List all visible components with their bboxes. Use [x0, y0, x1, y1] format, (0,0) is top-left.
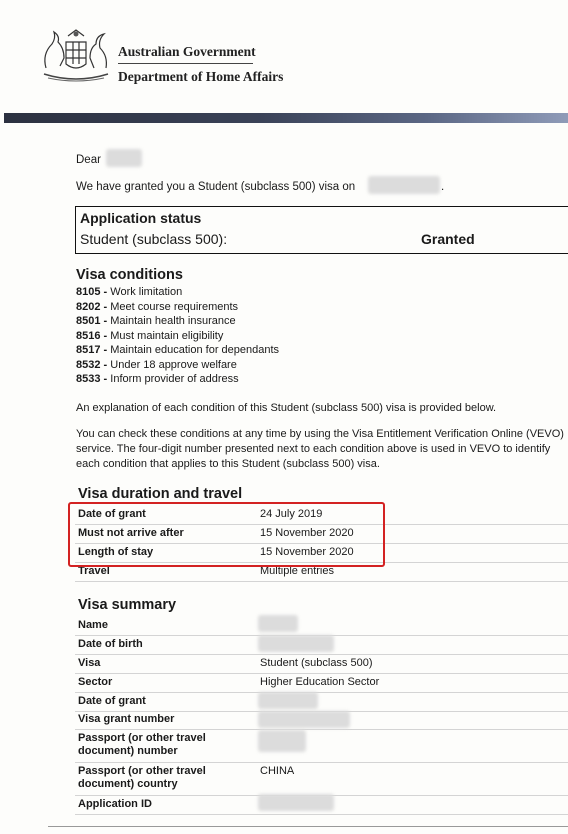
redacted-name [106, 149, 142, 167]
redacted-date [368, 176, 440, 194]
row-label: Date of birth [78, 638, 143, 650]
row-label: Name [78, 619, 108, 631]
condition-separator: - [100, 358, 111, 371]
table-row [75, 655, 568, 674]
condition-code: 8517 [76, 344, 101, 356]
status-visa-type: Student (subclass 500): [80, 231, 228, 247]
row-label: Application ID [78, 798, 152, 810]
duration-heading: Visa duration and travel [78, 486, 243, 502]
condition-text: Inform provider of address [110, 373, 239, 385]
condition-separator: - [100, 300, 111, 313]
row-label: Passport (or other travel document) number [78, 732, 206, 757]
row-value: CHINA [260, 765, 295, 777]
condition-code: 8533 [76, 373, 101, 385]
condition-separator: - [100, 286, 111, 298]
table-row [75, 730, 568, 763]
condition-item [76, 372, 239, 386]
status-heading: Application status [80, 210, 202, 226]
row-label: Date of grant [78, 695, 146, 707]
row-value: Higher Education Sector [260, 676, 380, 688]
condition-text: Meet course requirements [110, 300, 239, 313]
condition-item [76, 285, 182, 299]
condition-text: Under 18 approve welfare [110, 358, 237, 371]
condition-text: Maintain education for dependants [110, 344, 280, 356]
table-row [75, 763, 568, 796]
department-name: Department of Home Affairs [118, 69, 284, 84]
condition-text: Maintain health insurance [110, 315, 236, 327]
row-value: 15 November 2020 [260, 546, 354, 558]
footer-divider [48, 826, 568, 827]
highlight-box [68, 502, 385, 567]
row-label: Sector [78, 676, 113, 688]
row-value: 15 November 2020 [260, 527, 354, 539]
condition-separator: - [100, 344, 111, 356]
condition-code: 8501 [76, 315, 101, 327]
summary-heading: Visa summary [78, 597, 177, 613]
condition-item [76, 300, 238, 314]
coat-of-arms-icon [38, 28, 114, 84]
redacted-name [258, 615, 298, 632]
redacted-application-id [258, 794, 334, 811]
conditions-heading: Visa conditions [76, 267, 183, 283]
condition-separator: - [100, 373, 111, 385]
grant-text-end: . [441, 181, 445, 193]
condition-item [76, 343, 279, 357]
vevo-paragraph: You can check these conditions at any time by using the Visa Entitlement Verification Online (VEVO) service. The four-digit number presented next to each condition above is used in VEVO to identify each condition that applies to this Student (subclass 500) visa. [76, 428, 564, 470]
row-label: Must not arrive after [78, 527, 184, 539]
redacted-grant-number [258, 711, 350, 728]
header-band [4, 113, 568, 123]
row-label: Visa [78, 657, 101, 669]
redacted-birth-date [258, 635, 334, 652]
condition-item [76, 314, 236, 328]
row-label: Passport (or other travel document) country [78, 765, 206, 790]
condition-text: Must maintain eligibility [110, 329, 224, 342]
row-value: Multiple entries [260, 565, 334, 577]
grant-text: We have granted you a Student (subclass 500) visa on [76, 181, 356, 193]
condition-code: 8202 [76, 300, 101, 313]
condition-item [76, 329, 223, 343]
row-value: Student (subclass 500) [260, 657, 373, 669]
row-value: 24 July 2019 [260, 508, 323, 520]
redacted-grant-date [258, 692, 318, 709]
row-label: Visa grant number [78, 713, 175, 725]
government-name: Australian Government [118, 44, 256, 59]
conditions-explanation: An explanation of each condition of this Student (subclass 500) visa is provided below. [76, 402, 497, 414]
application-status-box [75, 206, 568, 254]
condition-code: 8532 [76, 358, 101, 371]
salutation: Dear [76, 154, 101, 166]
condition-code: 8105 [76, 286, 101, 298]
condition-text: Work limitation [110, 286, 183, 298]
condition-separator: - [100, 329, 111, 342]
row-label: Length of stay [78, 546, 154, 558]
row-label: Travel [78, 565, 110, 577]
status-badge: Granted [421, 231, 475, 247]
header-divider [118, 63, 253, 64]
table-row [75, 693, 568, 712]
condition-code: 8516 [76, 329, 101, 342]
row-label: Date of grant [78, 508, 146, 520]
condition-separator: - [100, 315, 111, 327]
redacted-passport-number [258, 730, 306, 752]
condition-item [76, 358, 237, 372]
table-row [75, 617, 568, 636]
table-row [75, 674, 568, 693]
